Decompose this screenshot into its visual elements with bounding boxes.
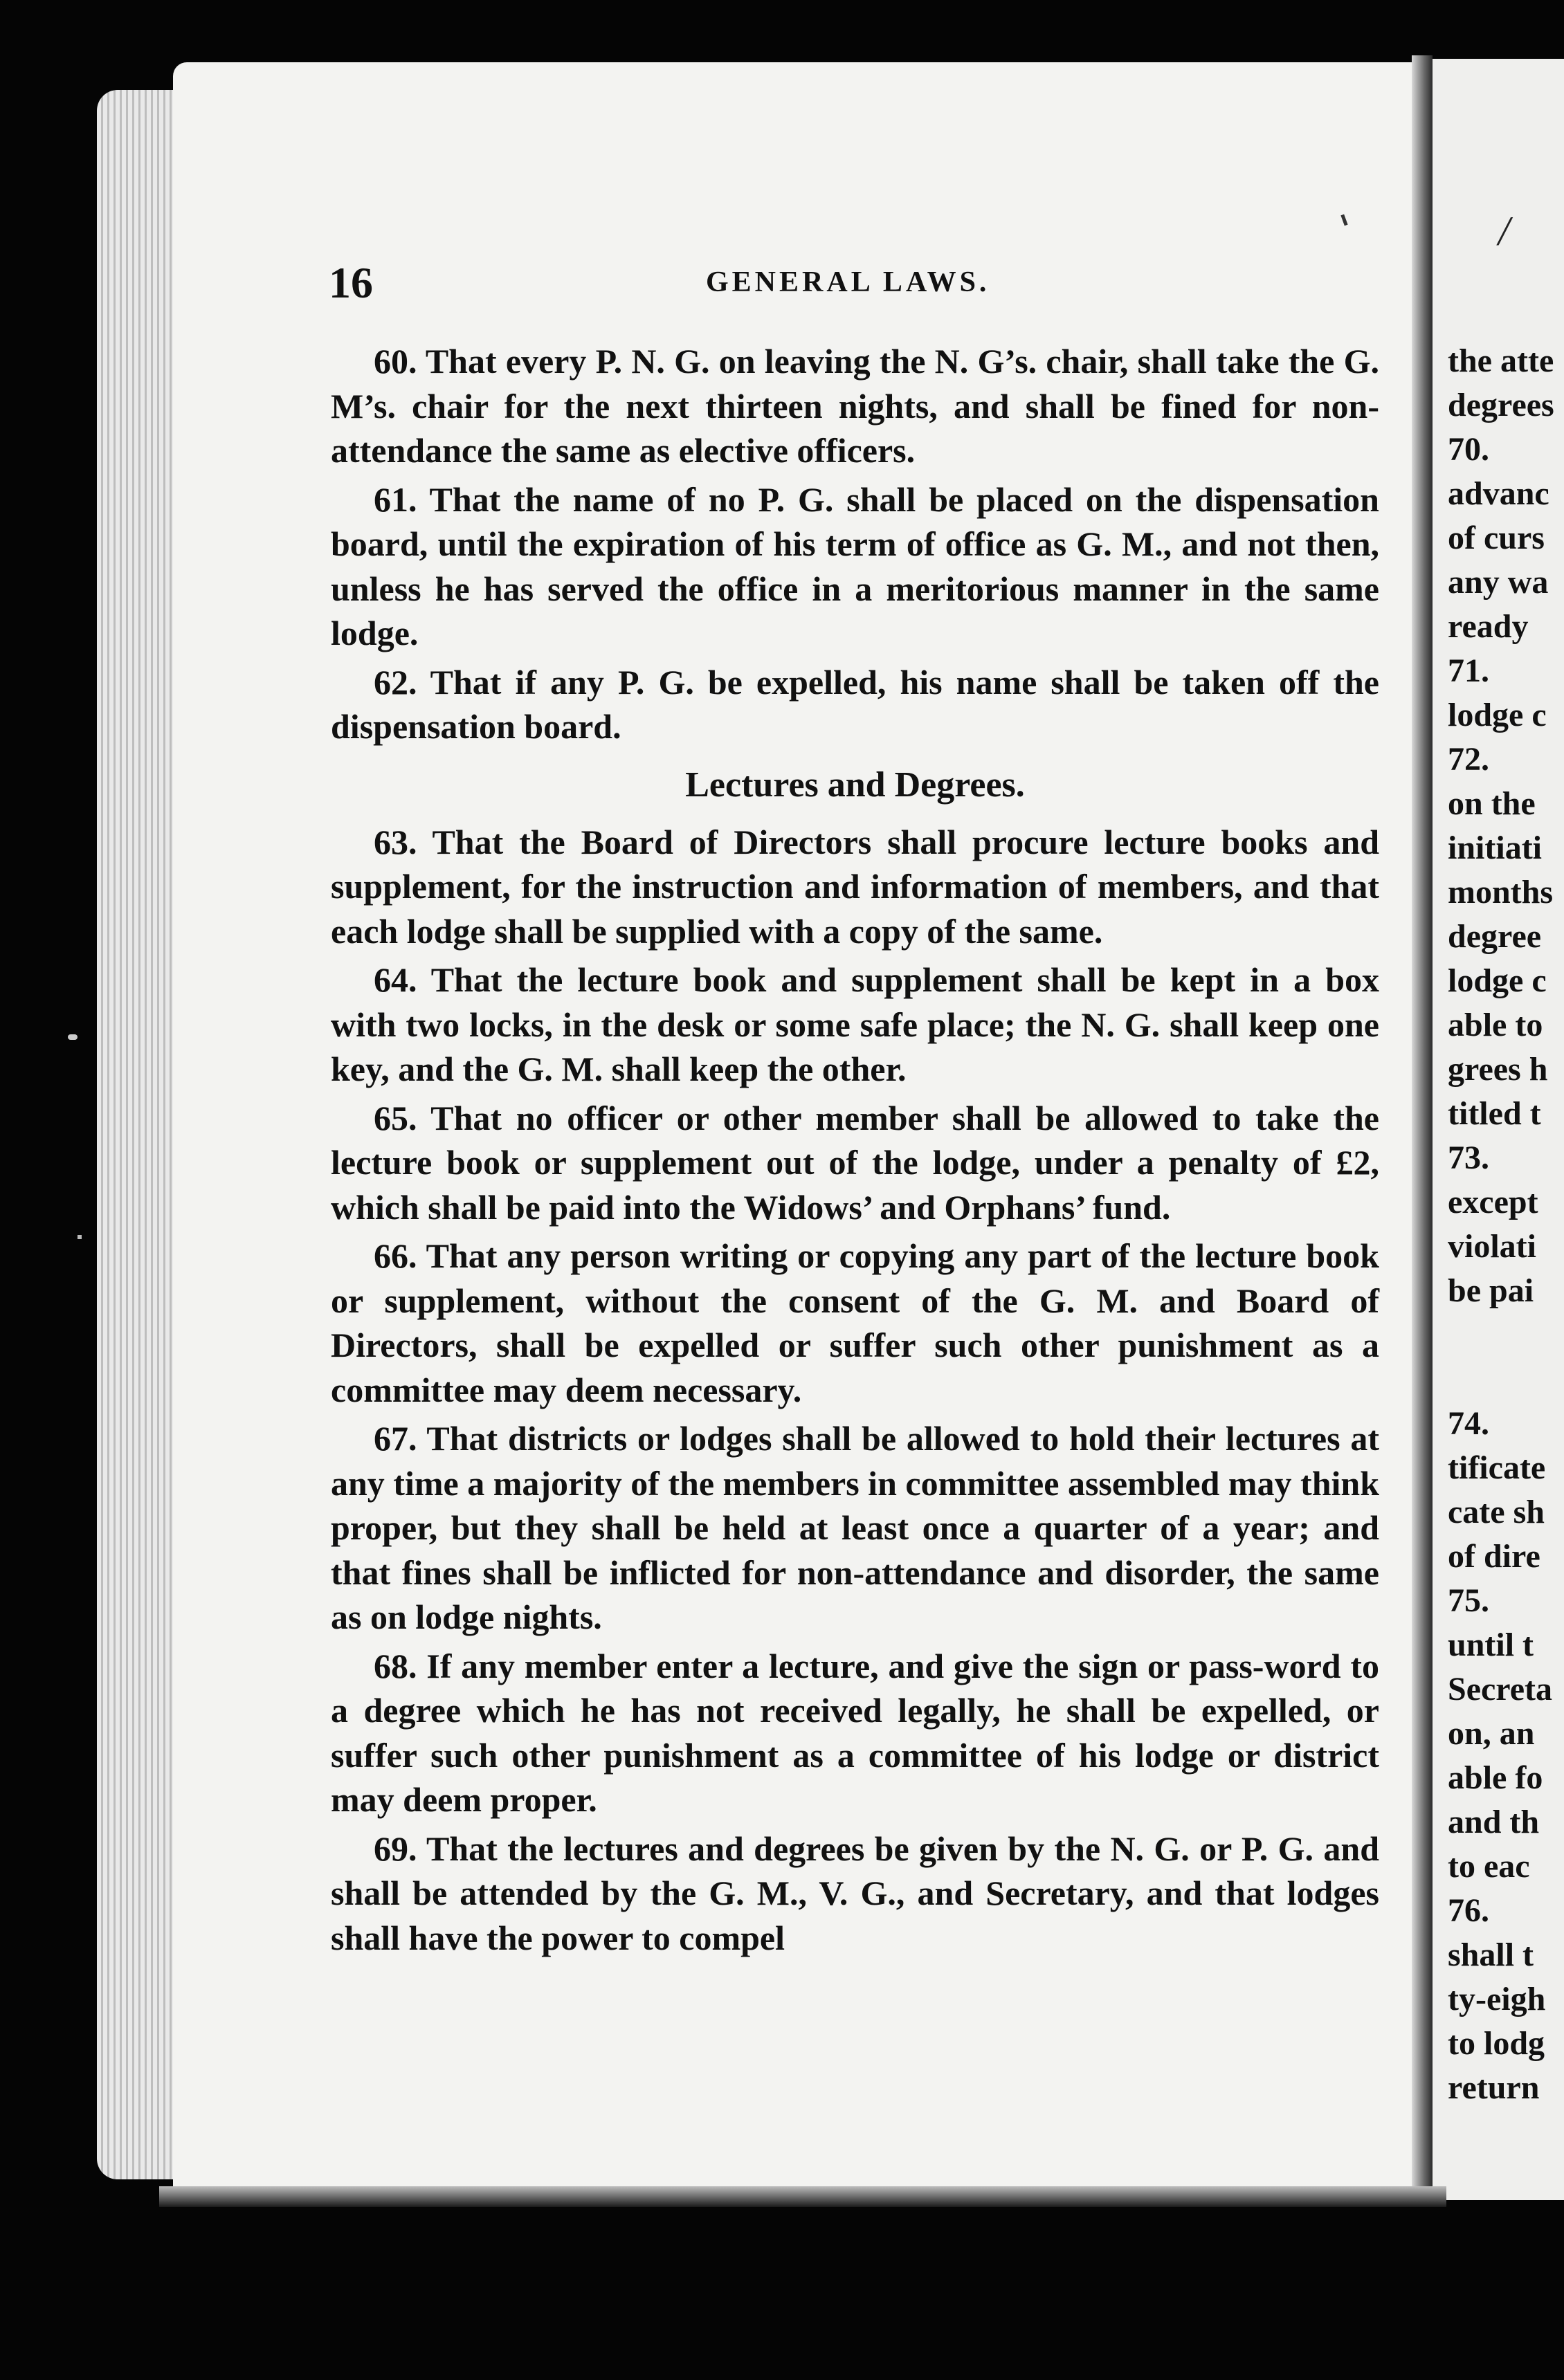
- right-page-text: [1448, 339, 1554, 2110]
- law-paragraph: 69. That the lectures and degrees be given by the N. G. or P. G. and shall be attended by the G. M., V. G., and Secretary, and that lodges shall have the power to compel: [331, 1829, 1379, 1957]
- right-page-line: 70.: [1448, 431, 1489, 468]
- right-page-line: the atte: [1448, 342, 1554, 379]
- right-page-line: months: [1448, 874, 1554, 910]
- right-page-line: of dire: [1448, 1538, 1540, 1575]
- right-page-line: and th: [1448, 1804, 1540, 1840]
- right-page-line: able fo: [1448, 1759, 1543, 1796]
- right-page-line: lodge c: [1448, 962, 1547, 999]
- left-page-text: [331, 339, 1379, 1964]
- right-page-line: able to: [1448, 1007, 1543, 1043]
- page-header: [329, 257, 1381, 306]
- section-heading: Lectures and Degrees.: [685, 765, 1025, 805]
- law-paragraph: 62. That if any P. G. be expelled, his name shall be taken off the dispensation board.: [331, 662, 1379, 746]
- law-paragraph: 64. That the lecture book and supplement shall be kept in a box with two locks, in the desk or some safe place; the N. G. shall keep one key, and the G. M. shall keep the other.: [331, 960, 1379, 1088]
- right-page-line: grees h: [1448, 1051, 1548, 1088]
- law-paragraph: 66. That any person writing or copying any part of the lecture book or supplement, without the consent of the G. M. and Board of Directors, shall be expelled or suffer such other punishment as a committee may deem necessary.: [331, 1236, 1379, 1409]
- right-page-line: 76.: [1448, 1892, 1489, 1929]
- right-page-line: on, an: [1448, 1715, 1535, 1752]
- right-page-line: initiati: [1448, 830, 1543, 866]
- right-page-line: except: [1448, 1184, 1538, 1220]
- right-page-line: tificate: [1448, 1449, 1546, 1486]
- right-page-line: to lodg: [1448, 2025, 1545, 2062]
- right-page-line: any wa: [1448, 564, 1549, 601]
- right-page-line: degrees: [1448, 387, 1554, 423]
- right-page-line: 72.: [1448, 741, 1489, 778]
- right-page-line: 73.: [1448, 1139, 1489, 1176]
- law-paragraph: 63. That the Board of Directors shall procure lecture books and supplement, for the instruction and information of members, and that each lodge shall be supplied with a copy of the same.: [331, 822, 1379, 951]
- ink-mark-slash: /: [1498, 208, 1510, 254]
- right-page-line: on the: [1448, 785, 1536, 822]
- right-page-line: violati: [1448, 1228, 1536, 1265]
- right-page-line: [1448, 1357, 1554, 1402]
- right-page-line: cate sh: [1448, 1494, 1545, 1530]
- law-paragraph: 65. That no officer or other member shall be allowed to take the lecture book or supplement out of the lodge, under a penalty of £2, which shall be paid into the Widows’ and Orphans’ fund.: [331, 1098, 1379, 1227]
- right-page-line: 71.: [1448, 652, 1489, 689]
- right-page-line: 74.: [1448, 1405, 1489, 1442]
- right-page-line: until t: [1448, 1627, 1534, 1663]
- right-page-line: [1448, 1313, 1554, 1357]
- right-page-line: ty-eigh: [1448, 1981, 1546, 2017]
- law-paragraph: 67. That districts or lodges shall be allowed to hold their lectures at any time a majority of the members in committee assembled may think proper, but they shall be held at least once a quarter of a year; and that fines shall be inflicted for non-attendance and disorder, the same as on lodge nights.: [331, 1419, 1380, 1636]
- right-page-line: advanc: [1448, 475, 1549, 512]
- right-page-line: degree: [1448, 918, 1542, 955]
- right-page-line: shall t: [1448, 1937, 1534, 1973]
- right-page-line: lodge c: [1448, 697, 1547, 733]
- right-page-line: to eac: [1448, 1848, 1530, 1885]
- right-page-line: 75.: [1448, 1582, 1489, 1619]
- running-title: GENERAL LAWS.: [706, 266, 990, 298]
- right-page-line: titled t: [1448, 1095, 1541, 1132]
- right-page-line: return: [1448, 2069, 1540, 2106]
- law-paragraph: 60. That every P. N. G. on leaving the N. G’s. chair, shall take the G. M’s. chair for the next thirteen nights, and shall be fined for non-attendance the same as elective officers.: [331, 342, 1379, 470]
- law-paragraph: 61. That the name of no P. G. shall be placed on the dispensation board, until the expiration of his term of office as G. M., and not then, unless he has served the office in a meritorious manner in the same lodge.: [331, 479, 1379, 652]
- book-gutter: [1412, 55, 1433, 2207]
- right-page-line: Secreta: [1448, 1671, 1553, 1708]
- edge-speck: [78, 1235, 82, 1239]
- right-page-line: of curs: [1448, 520, 1545, 556]
- page-number: 16: [329, 258, 373, 307]
- law-paragraph: 68. If any member enter a lecture, and give the sign or pass-word to a degree which he has not received legally, he shall be expelled, or suffer such other punishment as a committee of his lodge or district may deem proper.: [331, 1646, 1379, 1819]
- edge-speck: [68, 1034, 78, 1040]
- right-page-line: be pai: [1448, 1272, 1534, 1309]
- page-bottom-shadow: [159, 2186, 1446, 2207]
- right-page-line: ready: [1448, 608, 1529, 645]
- page-edges: [97, 90, 180, 2179]
